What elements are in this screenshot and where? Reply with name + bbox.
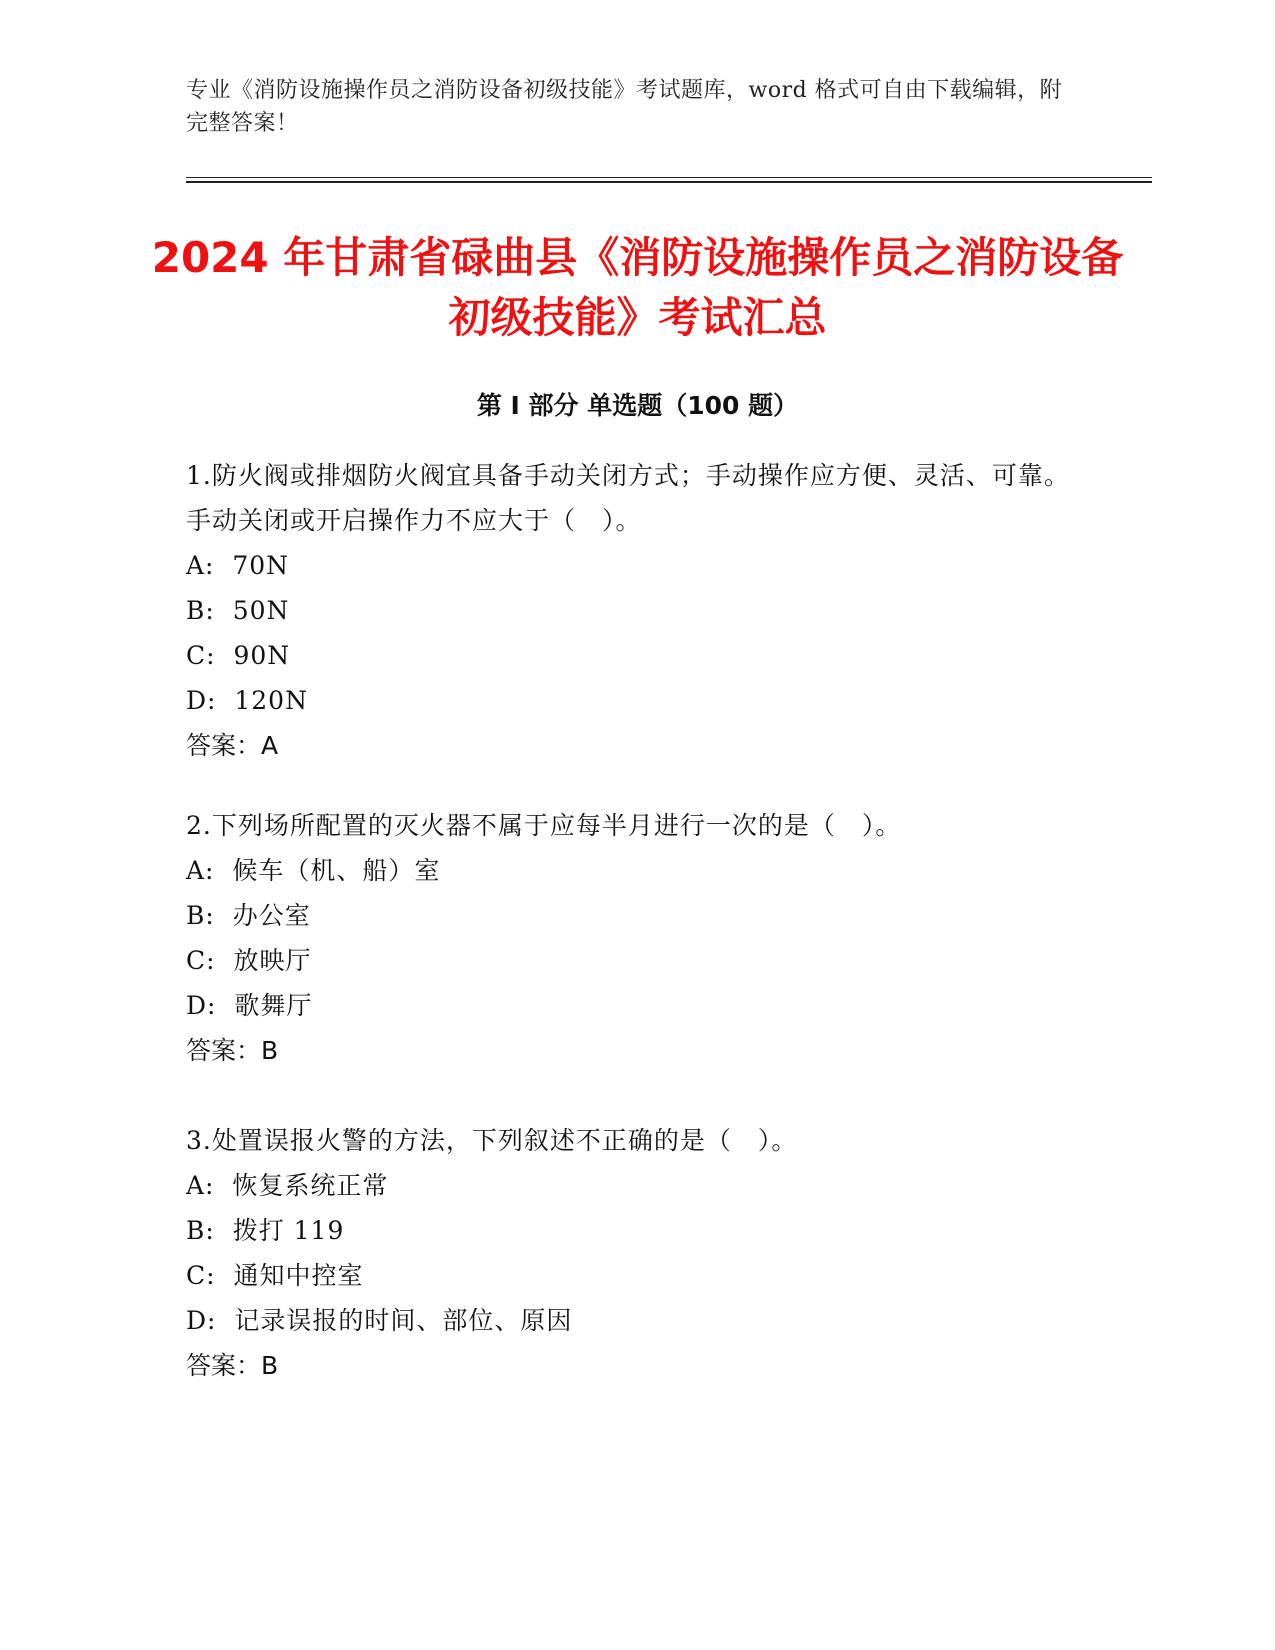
option-d: D: 记录误报的时间、部位、原因 [186,1306,573,1335]
header-divider-thin [186,177,1152,178]
header-divider-thick [186,181,1152,183]
question-3 [186,1118,1086,1388]
header-note: 专业《消防设施操作员之消防设备初级技能》考试题库，word 格式可自由下载编辑，附完整答案！ [186,78,1063,136]
option-b: B: 办公室 [186,901,311,930]
option-d: D: 120N [186,686,308,715]
question-stem: 2.下列场所配置的灭火器不属于应每半月进行一次的是（ ）。 [186,811,902,840]
document-title: 2024 年甘肃省碌曲县《消防设施操作员之消防设备初级技能》考试汇总 [151,233,1124,342]
question-1 [186,453,1086,768]
option-a: A: 70N [186,551,290,580]
answer: 答案：A [186,731,279,760]
option-c: C: 90N [186,641,291,670]
question-stem: 1.防火阀或排烟防火阀宜具备手动关闭方式；手动操作应方便、灵活、可靠。手动关闭或开启操作力不应大于（ ）。 [186,461,1070,535]
answer: 答案：B [186,1351,279,1380]
option-c: C: 通知中控室 [186,1261,364,1290]
question-2 [186,803,1086,1073]
section-title: 第 I 部分 单选题（100 题） [476,391,799,420]
option-b: B: 50N [186,596,290,625]
option-a: A: 候车（机、船）室 [186,856,441,885]
option-c: C: 放映厅 [186,946,312,975]
option-a: A: 恢复系统正常 [186,1171,389,1200]
option-b: B: 拨打 119 [186,1216,345,1245]
answer: 答案：B [186,1036,279,1065]
option-d: D: 歌舞厅 [186,991,313,1020]
question-stem: 3.处置误报火警的方法，下列叙述不正确的是（ ）。 [186,1126,798,1155]
